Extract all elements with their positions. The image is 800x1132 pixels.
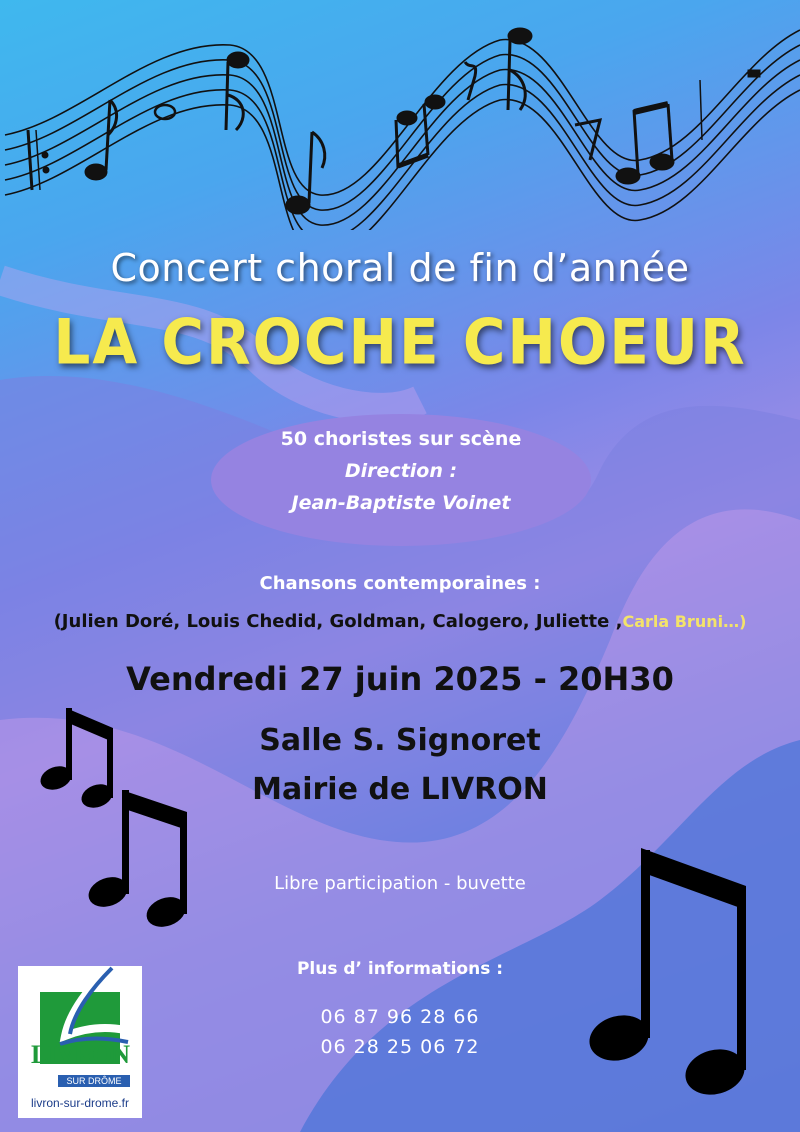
artists-highlight: Carla Bruni…) — [622, 612, 747, 631]
entry-info: Libre participation - buvette — [274, 873, 526, 894]
phone-number-2: 06 28 25 06 72 — [320, 1036, 480, 1058]
singers-count: 50 choristes sur scène — [280, 428, 522, 450]
info-heading: Plus d’ informations : — [296, 959, 504, 979]
songs-heading: Chansons contemporaines : — [259, 573, 541, 594]
director-name: Jean-Baptiste Voinet — [291, 492, 511, 514]
artists-list — [0, 611, 800, 632]
logo-name: LIVRON — [30, 1040, 129, 1069]
music-note-icon — [20, 700, 210, 950]
venue-location: Mairie de LIVRON — [252, 772, 548, 807]
logo-url: livron-sur-drome.fr — [30, 1096, 129, 1110]
venue-name: Salle S. Signoret — [259, 723, 541, 758]
choir-name-title: LA CROCHE CHOEUR — [53, 305, 747, 379]
livron-logo — [18, 966, 142, 1118]
logo-subname: SUR DRÔME — [58, 1075, 130, 1087]
phone-number-1: 06 87 96 28 66 — [320, 1006, 480, 1028]
music-staff — [0, 0, 800, 230]
direction-label: Direction : — [344, 460, 458, 482]
artists-main: (Julien Doré, Louis Chedid, Goldman, Calogero, Juliette , — [53, 611, 623, 632]
event-date: Vendredi 27 juin 2025 - 20H30 — [126, 660, 674, 698]
concert-subtitle: Concert choral de fin d’année — [110, 246, 690, 290]
